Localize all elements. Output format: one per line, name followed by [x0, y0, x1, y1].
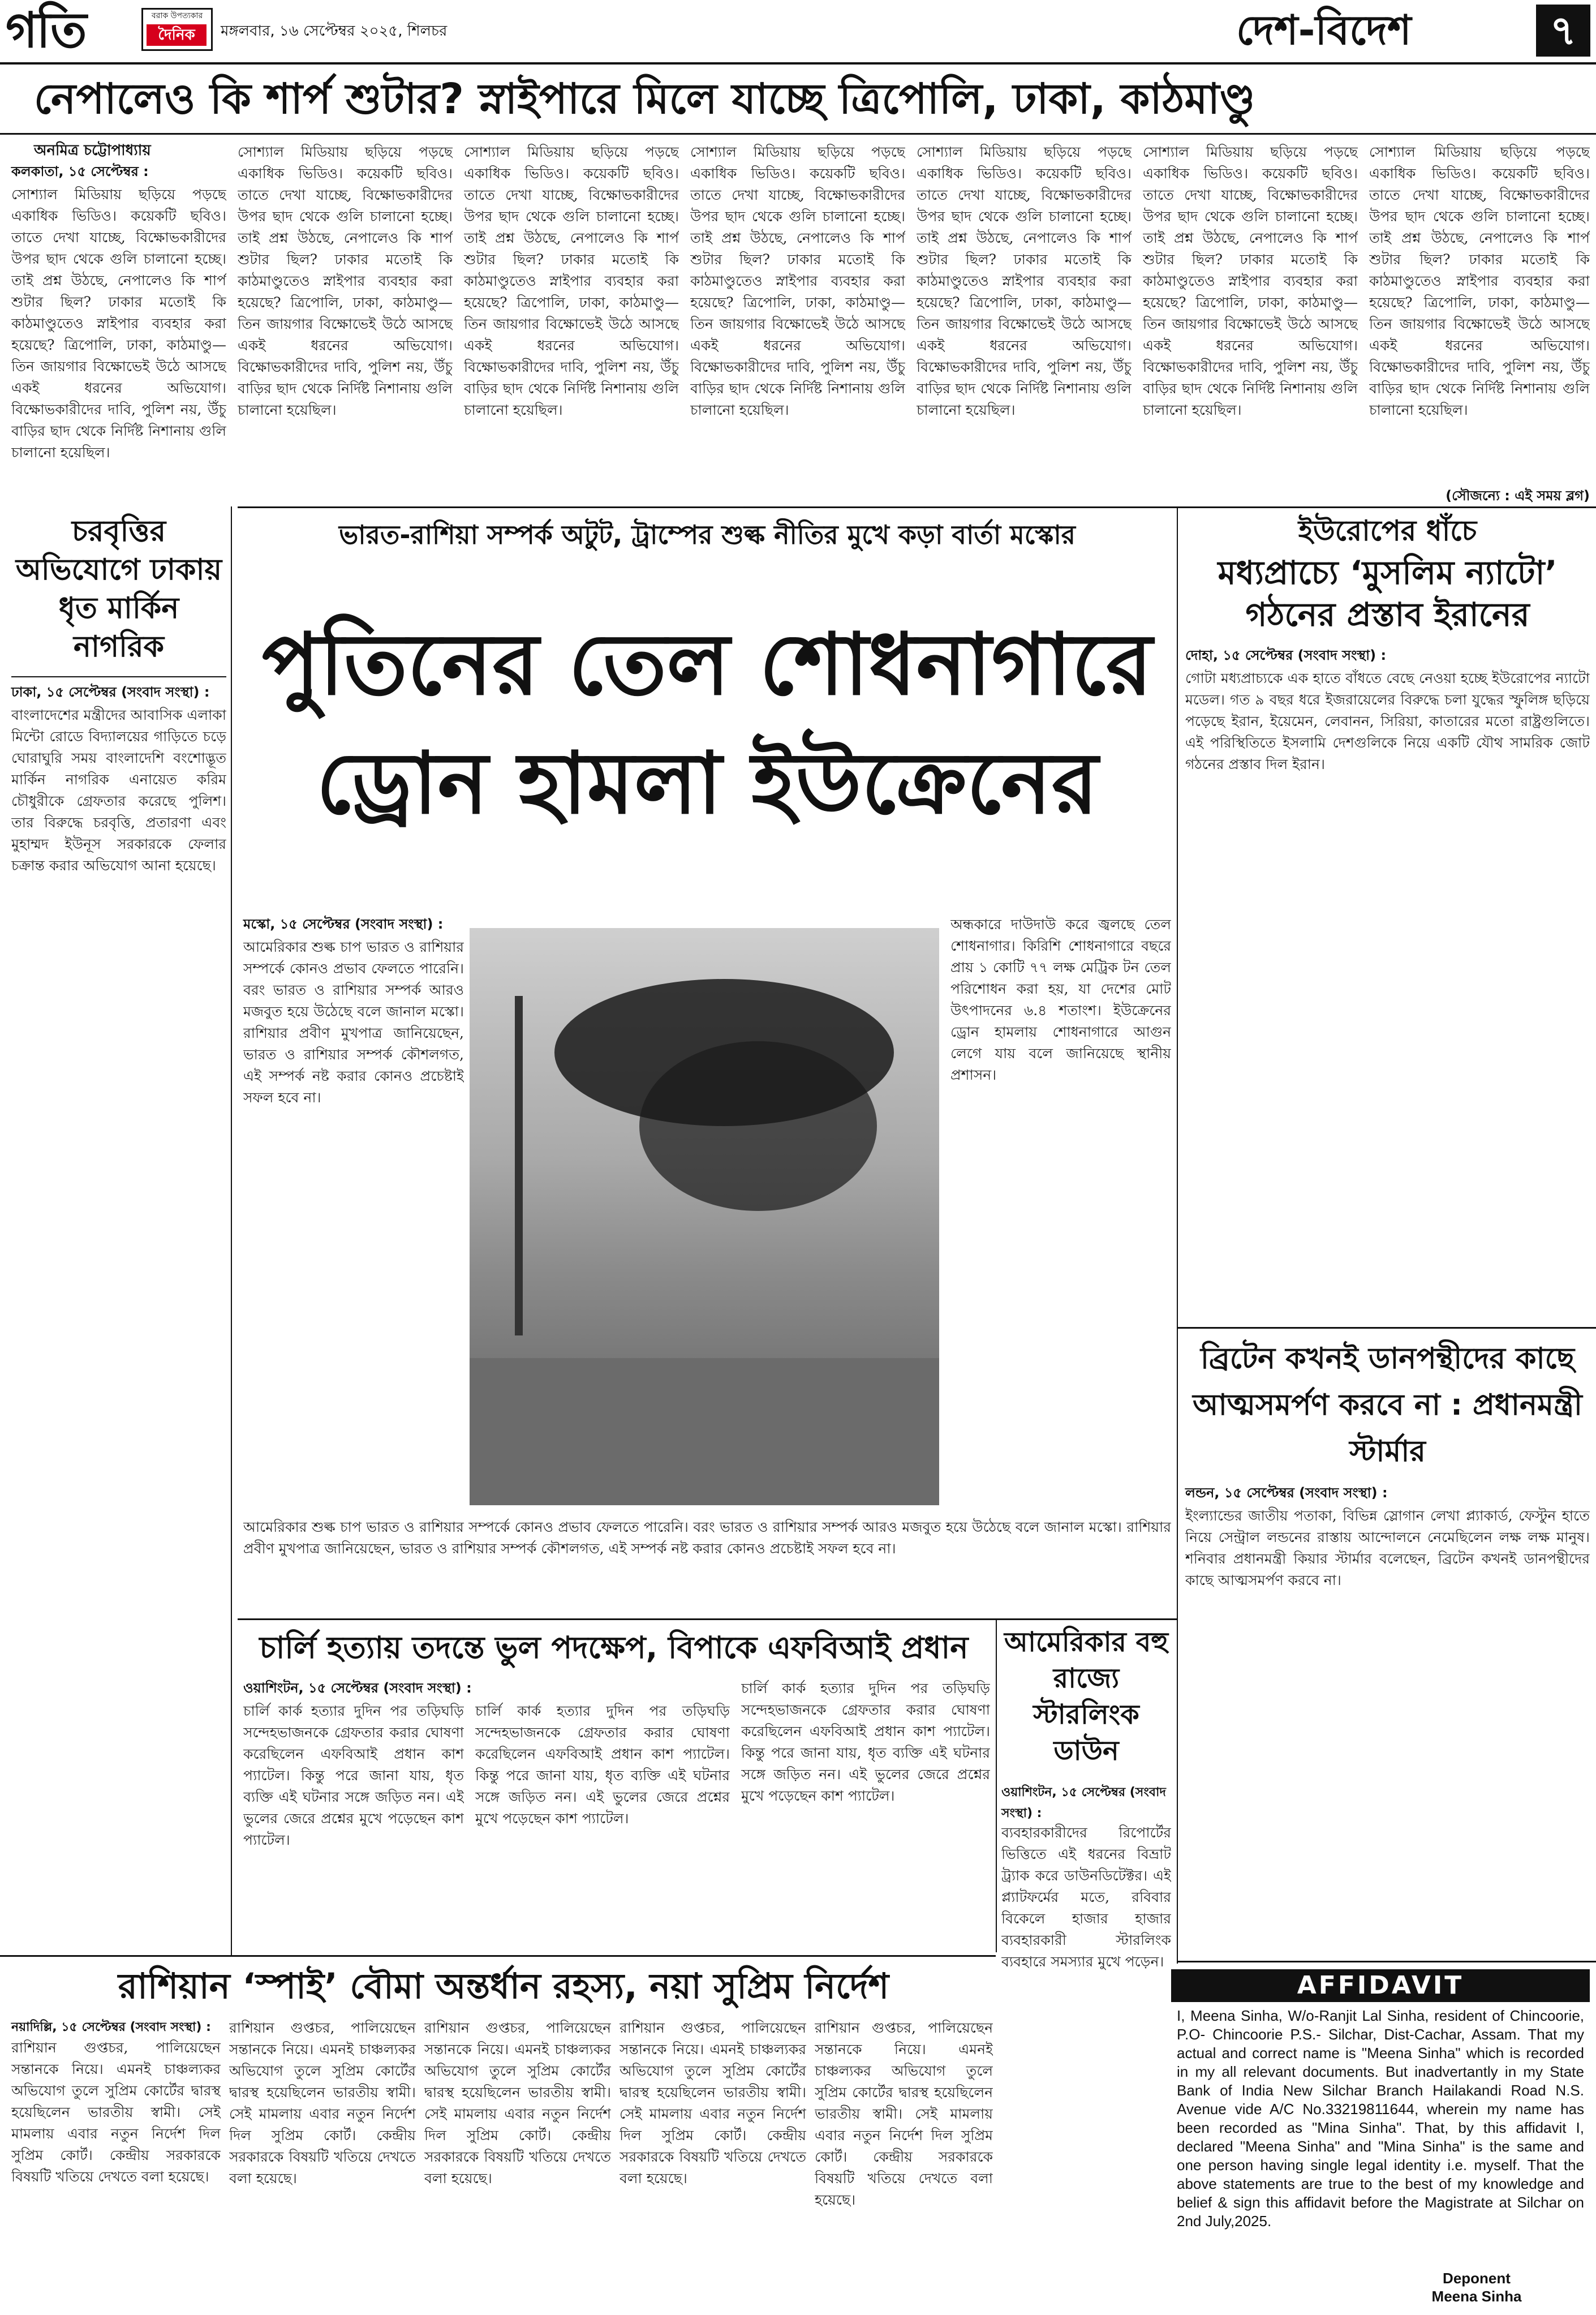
affidavit-title: AFFIDAVIT	[1171, 1969, 1590, 2002]
divider	[238, 1618, 1177, 1620]
story-nepal-col3: সোশ্যাল মিডিয়ায় ছড়িয়ে পড়ছে একাধিক ভিডিও। কয়েকটি ছবিও। তাতে দেখা যাচ্ছে, বিক্ষোভকারীদের উপর ছাদ থেকে গুলি চালানো হচ্ছে। তাই প্রশ্ন উঠছে, নেপালেও কি শার্প শুটার ছিল? ঢাকার মতোই কি কাঠমাণ্ডুতেও স্নাইপার ব্যবহার করা হয়েছে? ত্রিপোলি, ঢাকা, কাঠমাণ্ডু—তিন জায়গার বিক্ষোভেই উঠে আসছে একই ধরনের অভিযোগ। বিক্ষোভকারীদের দাবি, পুলিশ নয়, উঁচু বাড়ির ছাদ থেকে নির্দিষ্ট নিশানায় গুলি চালানো হয়েছিল।	[464, 144, 679, 418]
divider	[0, 1955, 996, 1957]
lead-headline-line1: পুতিনের তেল শোধনাগারে	[261, 616, 1152, 714]
story-fbi-col1: চার্লি কার্ক হত্যার দুদিন পর তড়িঘড়ি সন্দেহভাজনকে গ্রেফতার করার ঘোষণা করেছিলেন এফবিআই প্রধান কাশ প্যাটেল। কিন্তু পরে জানা যায়, ধৃত ব্যক্তি এই ঘটনার সঙ্গে জড়িত নন। এই ভুলের জেরে প্রশ্নের মুখে পড়েছেন কাশ প্যাটেল।	[243, 1703, 464, 1848]
story-nepal-dateline: কলকাতা, ১৫ সেপ্টেম্বর :	[11, 164, 149, 179]
story-nato-body: গোটা মধ্যপ্রাচ্যকে এক হাতে বাঁধতে বেছে নেওয়া হচ্ছে ইউরোপের ন্যাটো মডেল। গত ৯ বছর ধরে ইজরায়েলের বিরুদ্ধে চলা যুদ্ধের স্ফুলিঙ্গ ছড়িয়ে পড়েছে ইরান, ইয়েমেন, লেবানন, সিরিয়া, কাতারের মতো রাষ্ট্রগুলিতে। এই পরিস্থিতিতে ইসলামি দেশগুলিকে নিয়ে একটি যৌথ সামরিক জোট গঠনের প্রস্তাব দিল ইরান।	[1185, 670, 1590, 772]
logo-badge-tag: বরাক উপত্যকার	[151, 11, 203, 20]
story-dhaka-body: বাংলাদেশের মন্ত্রীদের আবাসিক এলাকা মিন্টো রোডে বিদ্যালয়ের গাড়িতে চড়ে ঘোরাঘুরি সময় বাংলাদেশি বংশোদ্ভূত মার্কিন নাগরিক এনায়েত করিম চৌধুরীকে গ্রেফতার করেছে পুলিশ। তার বিরুদ্ধে চরবৃত্তি, প্রতারণা এবং মুহাম্মদ ইউনূস সরকারকে ফেলার চক্রান্ত করার অভিযোগ আনা হয়েছে।	[11, 707, 226, 874]
story-starlink-dateline: ওয়াশিংটন, ১৫ সেপ্টেম্বর (সংবাদ সংস্থা) :	[1001, 1785, 1166, 1820]
divider	[238, 506, 1596, 508]
lead-body-col3: অন্ধকারে দাউদাউ করে জ্বলছে তেল শোধনাগার। কিরিশি শোধনাগারে বছরে প্রায় ১ কোটি ৭৭ লক্ষ মেট্রিক টন তেল পরিশোধন করা হয়, যা দেশের মোট উৎপাদনের ৬.৪ শতাংশ। ইউক্রেনের ড্রোন হামলায় শোধনাগারে আগুন লেগে যায় বলে জানিয়েছে স্থানীয় প্রশাসন।	[950, 916, 1171, 1083]
story-starlink-body: ব্যবহারকারীদের রিপোর্টের ভিত্তিতে এই ধরনের বিভ্রাট ট্র্যাক করে ডাউনডিটেক্টর। এই প্ল্যাটফর্মের মতে, রবিবার বিকেলে হাজার হাজার ব্যবহারকারী স্টারলিংক ব্যবহারে সমস্যার মুখে পড়েন।	[1001, 1824, 1171, 1970]
affidavit-signature	[1369, 2269, 1584, 2305]
lead-kicker: ভারত-রাশিয়া সম্পর্ক অটুট, ট্রাম্পের শুল্ক নীতির মুখে কড়া বার্তা মস্কোর	[339, 519, 1076, 550]
logo-badge-daily: দৈনিক	[147, 24, 207, 46]
story-nepal-headline: নেপালেও কি শার্প শুটার? স্নাইপারে মিলে যাচ্ছে ত্রিপোলি, ঢাকা, কাঠমাণ্ডু	[34, 75, 1255, 123]
page-number: ৭	[1536, 5, 1590, 57]
lead-dateline: মস্কো, ১৫ সেপ্টেম্বর (সংবাদ সংস্থা) :	[243, 916, 444, 932]
affidavit-body: I, Meena Sinha, W/o-Ranjit Lal Sinha, resident of Chincoorie, P.O- Chincoorie P.S.- Silchar, Dist-Cachar, Assam. That my actual and correct name is "Meena Sinha" which is recorded in my all relevant documents. But inadvertantly in my State Bank of India New Silchar Branch Hailakandi Road N.S. Avenue vide A/C No.33219811644, wherein my name has been recorded as "Mina Sinha". That, by this affidavit I, declared "Meena Sinha" and "Mina Sinha" is the same and one person having single legal identity i.e. myself. That the above statements are true to the best of my knowledge and belief & sign this affidavit before the Magistrate at Silchar on 2nd July,2025.	[1177, 2007, 1584, 2230]
masthead	[0, 0, 1596, 65]
logo-badge	[141, 8, 213, 51]
lead-body-col1: আমেরিকার শুল্ক চাপ ভারত ও রাশিয়ার সম্পর্কে কোনও প্রভাব ফেলতে পারেনি। বরং ভারত ও রাশিয়ার সম্পর্ক আরও মজবুত হয়ে উঠেছে বলে জানাল মস্কো। রাশিয়ার প্রবীণ মুখপাত্র জানিয়েছেন, ভারত ও রাশিয়ার সম্পর্ক কৌশলগত, এই সম্পর্ক নষ্ট করার কোনও প্রচেষ্টাই সফল হবে না।	[243, 939, 464, 1106]
affidavit-notice	[1171, 1969, 1590, 2309]
story-fbi-dateline: ওয়াশিংটন, ১৫ সেপ্টেম্বর (সংবাদ সংস্থা) :	[243, 1680, 472, 1696]
divider	[1177, 1961, 1596, 1962]
story-spy-dateline: নয়াদিল্লি, ১৫ সেপ্টেম্বর (সংবাদ সংস্থা) :	[11, 2020, 211, 2034]
story-starlink-headline: আমেরিকার বহু রাজ্যে স্টারলিংক ডাউন	[1004, 1626, 1169, 1767]
divider	[1177, 506, 1178, 1330]
story-fbi-col2: চার্লি কার্ক হত্যার দুদিন পর তড়িঘড়ি সন্দেহভাজনকে গ্রেফতার করার ঘোষণা করেছিলেন এফবিআই প্রধান কাশ প্যাটেল। কিন্তু পরে জানা যায়, ধৃত ব্যক্তি এই ঘটনার সঙ্গে জড়িত নন। এই ভুলের জেরে প্রশ্নের মুখে পড়েছেন কাশ প্যাটেল।	[475, 1703, 730, 1827]
story-nato-dateline: দোহা, ১৫ সেপ্টেম্বর (সংবাদ সংস্থা) :	[1185, 647, 1387, 663]
story-dhaka-dateline: ঢাকা, ১৫ সেপ্টেম্বর (সংবাদ সংস্থা) :	[11, 684, 210, 700]
story-spy-col2: রাশিয়ান গুপ্তচর, পালিয়েছেন সন্তানকে নিয়ে। এমনই চাঞ্চল্যকর অভিযোগ তুলে সুপ্রিম কোর্টের দ্বারস্থ হয়েছিলেন ভারতীয় স্বামী। সেই মামলায় এবার নতুন নির্দেশ দিল সুপ্রিম কোর্ট। কেন্দ্রীয় সরকারকে বিষয়টি খতিয়ে দেখতে বলা হয়েছে।	[229, 2020, 416, 2187]
smoke-cloud	[639, 1041, 877, 1211]
story-fbi-headline: চার্লি হত্যায় তদন্তে ভুল পদক্ষেপ, বিপাকে এফবিআই প্রধান	[259, 1630, 969, 1665]
story-starmer-dateline: লন্ডন, ১৫ সেপ্টেম্বর (সংবাদ সংস্থা) :	[1185, 1485, 1388, 1501]
story-spy-col3: রাশিয়ান গুপ্তচর, পালিয়েছেন সন্তানকে নিয়ে। এমনই চাঞ্চল্যকর অভিযোগ তুলে সুপ্রিম কোর্টের দ্বারস্থ হয়েছিলেন ভারতীয় স্বামী। সেই মামলায় এবার নতুন নির্দেশ দিল সুপ্রিম কোর্ট। কেন্দ্রীয় সরকারকে বিষয়টি খতিয়ে দেখতে বলা হয়েছে।	[424, 2020, 611, 2187]
story-nepal-col2: সোশ্যাল মিডিয়ায় ছড়িয়ে পড়ছে একাধিক ভিডিও। কয়েকটি ছবিও। তাতে দেখা যাচ্ছে, বিক্ষোভকারীদের উপর ছাদ থেকে গুলি চালানো হচ্ছে। তাই প্রশ্ন উঠছে, নেপালেও কি শার্প শুটার ছিল? ঢাকার মতোই কি কাঠমাণ্ডুতেও স্নাইপার ব্যবহার করা হয়েছে? ত্রিপোলি, ঢাকা, কাঠমাণ্ডু—তিন জায়গার বিক্ষোভেই উঠে আসছে একই ধরনের অভিযোগ। বিক্ষোভকারীদের দাবি, পুলিশ নয়, উঁচু বাড়ির ছাদ থেকে নির্দিষ্ট নিশানায় গুলি চালানো হয়েছিল।	[238, 144, 453, 418]
divider	[11, 676, 226, 677]
lead-headline-line2: ড্রোন হামলা ইউক্রেনের	[316, 735, 1099, 833]
story-fbi-col3: চার্লি কার্ক হত্যার দুদিন পর তড়িঘড়ি সন্দেহভাজনকে গ্রেফতার করার ঘোষণা করেছিলেন এফবিআই প্রধান কাশ প্যাটেল। কিন্তু পরে জানা যায়, ধৃত ব্যক্তি এই ঘটনার সঙ্গে জড়িত নন। এই ভুলের জেরে প্রশ্নের মুখে পড়েছেন কাশ প্যাটেল।	[741, 1680, 990, 1804]
newspaper-logo: গতি	[6, 2, 86, 59]
issue-date: মঙ্গলবার, ১৬ সেপ্টেম্বর ২০২৫, শিলচর	[221, 23, 448, 40]
story-nepal-byline: অনমিত্র চট্টোপাধ্যায়	[34, 142, 151, 159]
story-nepal-col7: সোশ্যাল মিডিয়ায় ছড়িয়ে পড়ছে একাধিক ভিডিও। কয়েকটি ছবিও। তাতে দেখা যাচ্ছে, বিক্ষোভকারীদের উপর ছাদ থেকে গুলি চালানো হচ্ছে। তাই প্রশ্ন উঠছে, নেপালেও কি শার্প শুটার ছিল? ঢাকার মতোই কি কাঠমাণ্ডুতেও স্নাইপার ব্যবহার করা হয়েছে? ত্রিপোলি, ঢাকা, কাঠমাণ্ডু—তিন জায়গার বিক্ষোভেই উঠে আসছে একই ধরনের অভিযোগ। বিক্ষোভকারীদের দাবি, পুলিশ নয়, উঁচু বাড়ির ছাদ থেকে নির্দিষ্ট নিশানায় গুলি চালানো হয়েছিল।	[1369, 144, 1590, 418]
story-spy-headline: রাশিয়ান ‘স্পাই’ বৌমা অন্তর্ধান রহস্য, নয়া সুপ্রিম নির্দেশ	[118, 1965, 889, 2007]
story-nato-kicker: ইউরোপের ধাঁচে	[1298, 514, 1477, 547]
refinery-fire-photo	[470, 928, 939, 1505]
divider	[231, 506, 232, 1955]
story-nepal-col5: সোশ্যাল মিডিয়ায় ছড়িয়ে পড়ছে একাধিক ভিডিও। কয়েকটি ছবিও। তাতে দেখা যাচ্ছে, বিক্ষোভকারীদের উপর ছাদ থেকে গুলি চালানো হচ্ছে। তাই প্রশ্ন উঠছে, নেপালেও কি শার্প শুটার ছিল? ঢাকার মতোই কি কাঠমাণ্ডুতেও স্নাইপার ব্যবহার করা হয়েছে? ত্রিপোলি, ঢাকা, কাঠমাণ্ডু—তিন জায়গার বিক্ষোভেই উঠে আসছে একই ধরনের অভিযোগ। বিক্ষোভকারীদের দাবি, পুলিশ নয়, উঁচু বাড়ির ছাদ থেকে নির্দিষ্ট নিশানায় গুলি চালানো হয়েছিল।	[917, 144, 1132, 418]
chimney	[515, 996, 523, 1335]
section-title: দেশ-বিদেশ	[1236, 6, 1412, 54]
affidavit-deponent-label: Deponent	[1443, 2270, 1511, 2287]
story-starmer-body: ইংল্যান্ডের জাতীয় পতাকা, বিভিন্ন স্লোগান লেখা প্ল্যাকার্ড, ফেস্টুন হাতে নিয়ে সেন্ট্রাল লন্ডনের রাস্তায় আন্দোলনে নেমেছিলেন লক্ষ লক্ষ মানুষ। শনিবার প্রধানমন্ত্রী কিয়ার স্টার্মার বলেছেন, ব্রিটেন কখনই ডানপন্থীদের কাছে আত্মসমর্পণ করবে না।	[1185, 1507, 1590, 1588]
story-nepal-col4: সোশ্যাল মিডিয়ায় ছড়িয়ে পড়ছে একাধিক ভিডিও। কয়েকটি ছবিও। তাতে দেখা যাচ্ছে, বিক্ষোভকারীদের উপর ছাদ থেকে গুলি চালানো হচ্ছে। তাই প্রশ্ন উঠছে, নেপালেও কি শার্প শুটার ছিল? ঢাকার মতোই কি কাঠমাণ্ডুতেও স্নাইপার ব্যবহার করা হয়েছে? ত্রিপোলি, ঢাকা, কাঠমাণ্ডু—তিন জায়গার বিক্ষোভেই উঠে আসছে একই ধরনের অভিযোগ। বিক্ষোভকারীদের দাবি, পুলিশ নয়, উঁচু বাড়ির ছাদ থেকে নির্দিষ্ট নিশানায় গুলি চালানো হয়েছিল।	[690, 144, 905, 418]
story-nepal-col6: সোশ্যাল মিডিয়ায় ছড়িয়ে পড়ছে একাধিক ভিডিও। কয়েকটি ছবিও। তাতে দেখা যাচ্ছে, বিক্ষোভকারীদের উপর ছাদ থেকে গুলি চালানো হচ্ছে। তাই প্রশ্ন উঠছে, নেপালেও কি শার্প শুটার ছিল? ঢাকার মতোই কি কাঠমাণ্ডুতেও স্নাইপার ব্যবহার করা হয়েছে? ত্রিপোলি, ঢাকা, কাঠমাণ্ডু—তিন জায়গার বিক্ষোভেই উঠে আসছে একই ধরনের অভিযোগ। বিক্ষোভকারীদের দাবি, পুলিশ নয়, উঁচু বাড়ির ছাদ থেকে নির্দিষ্ট নিশানায় গুলি চালানো হয়েছিল।	[1143, 144, 1358, 418]
divider	[1177, 1327, 1596, 1329]
ground	[470, 1358, 939, 1505]
divider	[1177, 1327, 1178, 1964]
story-starmer-headline: ব্রিটেন কখনই ডানপন্থীদের কাছে আত্মসমর্পণ করবে না : প্রধানমন্ত্রী স্টার্মার	[1193, 1342, 1582, 1468]
story-spy-col1: রাশিয়ান গুপ্তচর, পালিয়েছেন সন্তানকে নিয়ে। এমনই চাঞ্চল্যকর অভিযোগ তুলে সুপ্রিম কোর্টের দ্বারস্থ হয়েছিলেন ভারতীয় স্বামী। সেই মামলায় এবার নতুন নির্দেশ দিল সুপ্রিম কোর্ট। কেন্দ্রীয় সরকারকে বিষয়টি খতিয়ে দেখতে বলা হয়েছে।	[11, 2039, 221, 2185]
story-nepal-credit: (সৌজন্যে : এই সময় ব্লগ)	[1446, 488, 1590, 504]
divider	[996, 1618, 997, 1952]
story-spy-col5: রাশিয়ান গুপ্তচর, পালিয়েছেন সন্তানকে নিয়ে। এমনই চাঞ্চল্যকর অভিযোগ তুলে সুপ্রিম কোর্টের দ্বারস্থ হয়েছিলেন ভারতীয় স্বামী। সেই মামলায় এবার নতুন নির্দেশ দিল সুপ্রিম কোর্ট। কেন্দ্রীয় সরকারকে বিষয়টি খতিয়ে দেখতে বলা হয়েছে।	[815, 2020, 993, 2208]
story-nepal-col1: সোশ্যাল মিডিয়ায় ছড়িয়ে পড়ছে একাধিক ভিডিও। কয়েকটি ছবিও। তাতে দেখা যাচ্ছে, বিক্ষোভকারীদের উপর ছাদ থেকে গুলি চালানো হচ্ছে। তাই প্রশ্ন উঠছে, নেপালেও কি শার্প শুটার ছিল? ঢাকার মতোই কি কাঠমাণ্ডুতেও স্নাইপার ব্যবহার করা হয়েছে? ত্রিপোলি, ঢাকা, কাঠমাণ্ডু—তিন জায়গার বিক্ষোভেই উঠে আসছে একই ধরনের অভিযোগ। বিক্ষোভকারীদের দাবি, পুলিশ নয়, উঁচু বাড়ির ছাদ থেকে নির্দিষ্ট নিশানায় গুলি চালানো হয়েছিল।	[11, 186, 226, 461]
affidavit-deponent-name: Meena Sinha	[1431, 2288, 1522, 2305]
story-dhaka-headline: চরবৃত্তির অভিযোগে ঢাকায় ধৃত মার্কিন নাগরিক	[15, 514, 222, 664]
story-spy-col4: রাশিয়ান গুপ্তচর, পালিয়েছেন সন্তানকে নিয়ে। এমনই চাঞ্চল্যকর অভিযোগ তুলে সুপ্রিম কোর্টের দ্বারস্থ হয়েছিলেন ভারতীয় স্বামী। সেই মামলায় এবার নতুন নির্দেশ দিল সুপ্রিম কোর্ট। কেন্দ্রীয় সরকারকে বিষয়টি খতিয়ে দেখতে বলা হয়েছে।	[620, 2020, 806, 2187]
story-nato-headline: মধ্যপ্রাচ্যে ‘মুসলিম ন্যাটো’ গঠনের প্রস্তাব ইরানের	[1218, 553, 1558, 634]
lead-body-bottom: আমেরিকার শুল্ক চাপ ভারত ও রাশিয়ার সম্পর্কে কোনও প্রভাব ফেলতে পারেনি। বরং ভারত ও রাশিয়ার সম্পর্ক আরও মজবুত হয়ে উঠেছে বলে জানাল মস্কো। রাশিয়ার প্রবীণ মুখপাত্র জানিয়েছেন, ভারত ও রাশিয়ার সম্পর্ক কৌশলগত, এই সম্পর্ক নষ্ট করার কোনও প্রচেষ্টাই সফল হবে না।	[243, 1519, 1171, 1557]
divider	[0, 133, 1596, 135]
